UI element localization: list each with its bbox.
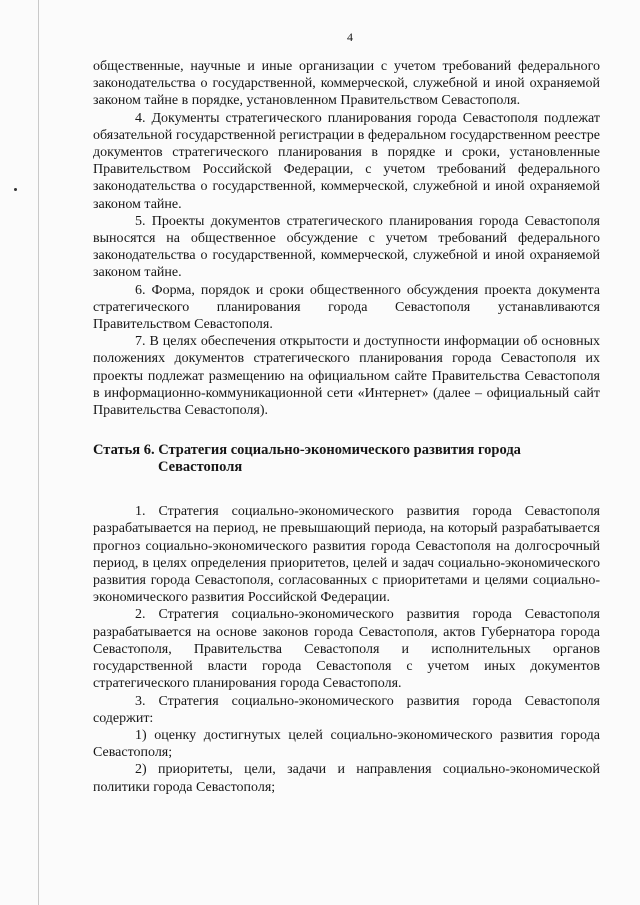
scan-edge-line: [38, 0, 39, 905]
scan-speck: [14, 188, 17, 191]
document-body: [93, 58, 600, 796]
article-heading: Статья 6. Стратегия социально-экономического развития города Севастополя: [93, 442, 521, 476]
paragraph-article6-subitem-1: 1) оценку достигнутых целей социально-экономического развития города Севастополя;: [93, 727, 600, 761]
paragraph-article6-item-1: 1. Стратегия социально-экономического развития города Севастополя разрабатывается на период, не превышающий периода, на который разрабатывается прогноз социально-экономического развития города Севастополя на долгосрочный период, в целях определения приоритетов, целей и задач социально-экономического развития города Севастополя, согласованных с приоритетами и целями социально-экономического развития Российской Федерации.: [93, 504, 600, 606]
paragraph-continuation: общественные, научные и иные организации с учетом требований федерального законодательства о государственной, коммерческой, служебной и иной охраняемой законом тайне в порядке, установленном Правительством Севастополя.: [93, 59, 600, 109]
page-number: 4: [347, 30, 353, 44]
paragraph-article6-item-2: 2. Стратегия социально-экономического развития города Севастополя разрабатывается на основе законов города Севастополя, актов Губернатора города Севастополя, Правительства Севастополя и исполнительных органов государственной власти города Севастополя с учетом иных документов стратегического планирования города Севастополя.: [93, 607, 600, 692]
paragraph-item-7: 7. В целях обеспечения открытости и доступности информации об основных положениях документов стратегического планирования города Севастополя их проекты подлежат размещению на официальном сайте Правительства Севастополя в информационно-коммуникационной сети «Интернет» (далее – официальный сайт Правительства Севастополя).: [93, 334, 600, 419]
paragraph-item-5: 5. Проекты документов стратегического планирования города Севастополя выносятся на общественное обсуждение с учетом требований федерального законодательства о государственной, коммерческой, служебной и иной охраняемой законом тайне.: [93, 213, 600, 281]
paragraph-article6-subitem-2: 2) приоритеты, цели, задачи и направления социально-экономической политики города Севастополя;: [93, 762, 600, 795]
paragraph-item-6: 6. Форма, порядок и сроки общественного обсуждения проекта документа стратегического планирования города Севастополя устанавливаются Правительством Севастополя.: [93, 282, 600, 333]
paragraph-item-4: 4. Документы стратегического планирования города Севастополя подлежат обязательной государственной регистрации в федеральном государственном реестре документов стратегического планирования в порядке и сроки, установленные Правительством Российской Федерации, с учетом требований федерального законодательства о государственной, коммерческой, служебной и иной охраняемой законом тайне.: [93, 110, 600, 212]
paragraph-article6-item-3: 3. Стратегия социально-экономического развития города Севастополя содержит:: [93, 693, 600, 726]
